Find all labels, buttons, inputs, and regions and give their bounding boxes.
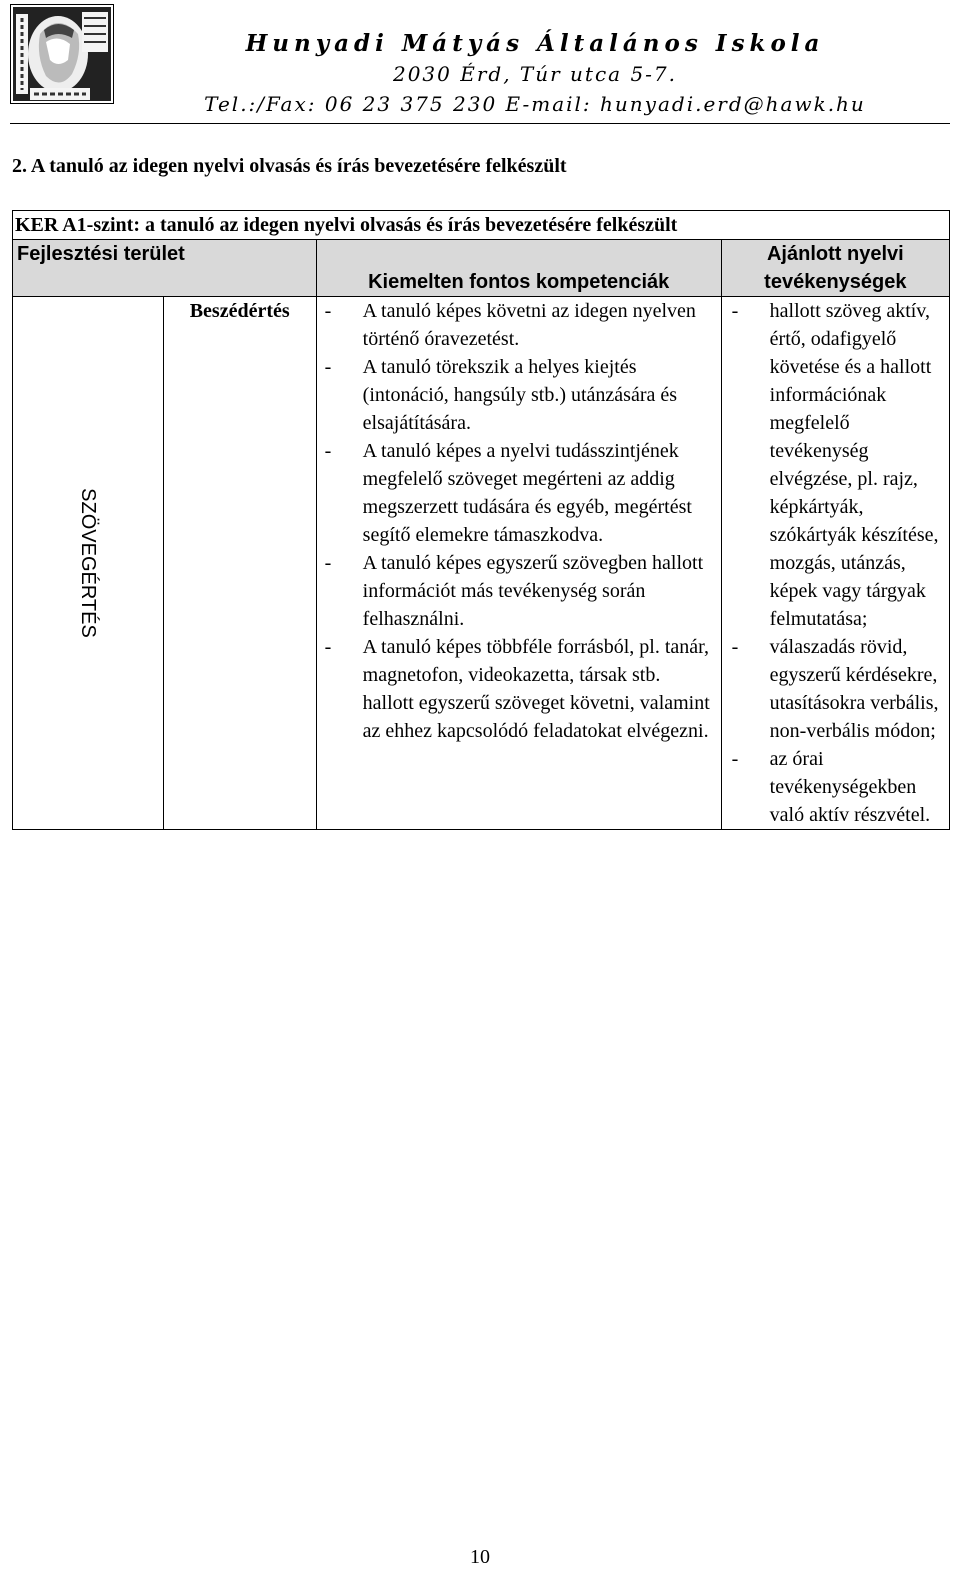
list-item bbox=[325, 297, 713, 353]
area-label: SZÖVEGÉRTÉS bbox=[76, 488, 99, 638]
list-item bbox=[325, 353, 713, 437]
competency-text: A tanuló törekszik a helyes kiejtés (intonáció, hangsúly stb.) utánzására és elsajátítására. bbox=[362, 356, 678, 434]
activities-list bbox=[732, 297, 945, 829]
activities-cell bbox=[721, 297, 949, 830]
curriculum-table bbox=[12, 210, 950, 830]
competency-text: A tanuló képes többféle forrásból, pl. tanár, magnetofon, videokazetta, társak stb. hallott egyszerű szöveget követni, valamint az ehhez kapcsolódó feladatokat elvégezni. bbox=[362, 636, 710, 742]
ker-title: KER A1-szint: a tanuló az idegen nyelvi olvasás és írás bevezetésére felkészült bbox=[13, 211, 950, 240]
activity-text: az órai tevékenységekben való aktív részvétel. bbox=[769, 748, 931, 826]
bullet-dash: - bbox=[324, 440, 332, 462]
school-logo bbox=[10, 4, 114, 104]
area-cell bbox=[13, 297, 164, 830]
bullet-dash: - bbox=[731, 300, 739, 322]
competency-text: A tanuló képes egyszerű szövegben hallott információt más tevékenység során felhasználni. bbox=[362, 552, 704, 630]
competencies-list bbox=[325, 297, 713, 745]
page-number: 10 bbox=[470, 1546, 490, 1568]
content-row bbox=[13, 297, 950, 830]
school-name: Hunyadi Mátyás Általános Iskola bbox=[245, 30, 825, 57]
list-item bbox=[732, 745, 945, 829]
bullet-dash: - bbox=[324, 300, 332, 322]
ker-row bbox=[13, 211, 950, 240]
col-header-competencies: Kiemelten fontos kompetenciák bbox=[316, 240, 721, 297]
competency-text: A tanuló képes a nyelvi tudásszintjének megfelelő szöveget megérteni az addig megszerzett tudására és egyéb, megértést segítő elemekre támaszkodva. bbox=[362, 440, 692, 546]
list-item bbox=[325, 549, 713, 633]
header-row bbox=[13, 240, 950, 297]
list-item bbox=[325, 437, 713, 549]
header-divider bbox=[10, 123, 950, 124]
list-item bbox=[732, 297, 945, 633]
list-item bbox=[732, 633, 945, 745]
bullet-dash: - bbox=[731, 748, 739, 770]
col-header-area: Fejlesztési terület bbox=[13, 240, 317, 297]
school-address: 2030 Érd, Túr utca 5-7. bbox=[392, 62, 678, 86]
school-contact: Tel.:/Fax: 06 23 375 230 E-mail: hunyadi.erd@hawk.hu bbox=[204, 92, 866, 116]
section-title: 2. A tanuló az idegen nyelvi olvasás és írás bevezetésére felkészült bbox=[12, 155, 567, 177]
bullet-dash: - bbox=[731, 636, 739, 658]
competency-text: A tanuló képes követni az idegen nyelven történő óravezetést. bbox=[362, 300, 696, 350]
activity-text: hallott szöveg aktív, értő, odafigyelő követése és a hallott információnak megfelelő tevékenység elvégzése, pl. rajz, képkártyák, szókártyák készítése, mozgás, utánzás, képek vagy tárgyak felmutatása; bbox=[769, 300, 939, 630]
activity-text: válaszadás rövid, egyszerű kérdésekre, utasításokra verbális, non-verbális módon; bbox=[769, 636, 939, 742]
col-header-activities: Ajánlott nyelvi tevékenységek bbox=[721, 240, 949, 297]
competencies-cell bbox=[316, 297, 721, 830]
bullet-dash: - bbox=[324, 636, 332, 658]
list-item bbox=[325, 633, 713, 745]
bullet-dash: - bbox=[324, 356, 332, 378]
skill-name: Beszédértés bbox=[163, 297, 316, 830]
bullet-dash: - bbox=[324, 552, 332, 574]
